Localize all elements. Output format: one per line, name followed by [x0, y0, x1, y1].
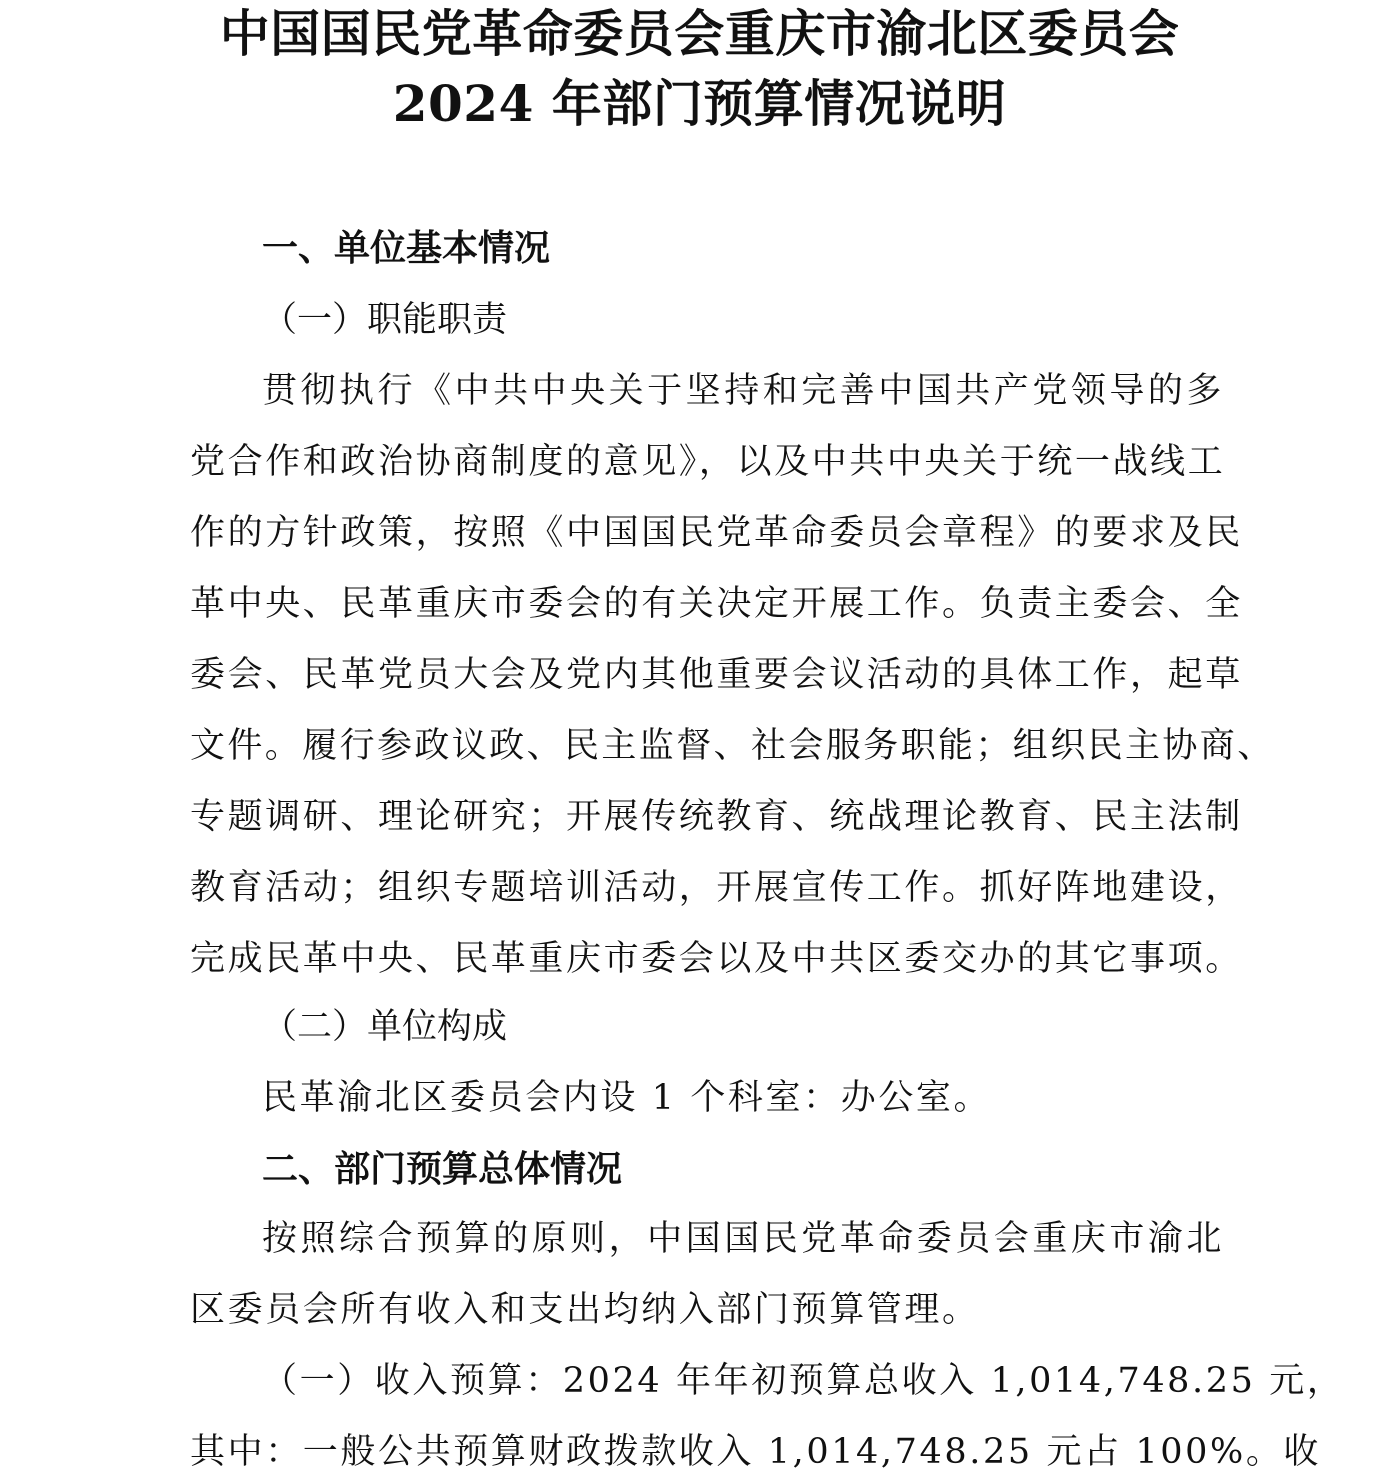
paragraph-line: 按照综合预算的原则，中国国民党革命委员会重庆市渝北	[262, 1219, 1224, 1259]
paragraph-line: 专题调研、理论研究；开展传统教育、统战理论教育、民主法制	[190, 797, 1243, 837]
income-line: （一）收入预算：2024 年年初预算总收入 1,014,748.25 元，	[262, 1361, 1345, 1401]
paragraph-line: 作的方针政策，按照《中国国民党革命委员会章程》的要求及民	[190, 513, 1243, 553]
section-2-heading: 二、部门预算总体情况	[262, 1148, 623, 1190]
composition-text: 民革渝北区委员会内设 1 个科室：办公室。	[262, 1078, 992, 1118]
document-title-line-2: 2024 年部门预算情况说明	[392, 74, 1007, 133]
paragraph-line: 区委员会所有收入和支出均纳入部门预算管理。	[190, 1290, 980, 1330]
paragraph-line: 革中央、民革重庆市委会的有关决定开展工作。负责主委会、全	[190, 584, 1243, 624]
paragraph-line: 完成民革中央、民革重庆市委会以及中共区委交办的其它事项。	[190, 939, 1243, 979]
document-title-line-1: 中国国民党革命委员会重庆市渝北区委员会	[219, 4, 1180, 63]
paragraph-line: 贯彻执行《中共中央关于坚持和完善中国共产党领导的多	[262, 371, 1224, 411]
paragraph-line: 党合作和政治协商制度的意见》，以及中共中央关于统一战线工	[190, 442, 1226, 482]
paragraph-line: 教育活动；组织专题培训活动，开展宣传工作。抓好阵地建设，	[190, 868, 1243, 908]
income-line: 其中：一般公共预算财政拨款收入 1,014,748.25 元占 100%。收	[190, 1432, 1322, 1472]
section-1-subheading-composition: （二）单位构成	[262, 1007, 508, 1047]
paragraph-line: 委会、民革党员大会及党内其他重要会议活动的具体工作，起草	[190, 655, 1243, 695]
section-1-heading: 一、单位基本情况	[262, 227, 551, 269]
paragraph-line: 文件。履行参政议政、民主监督、社会服务职能；组织民主协商、	[190, 726, 1275, 766]
section-1-subheading-duties: （一）职能职责	[262, 300, 508, 340]
